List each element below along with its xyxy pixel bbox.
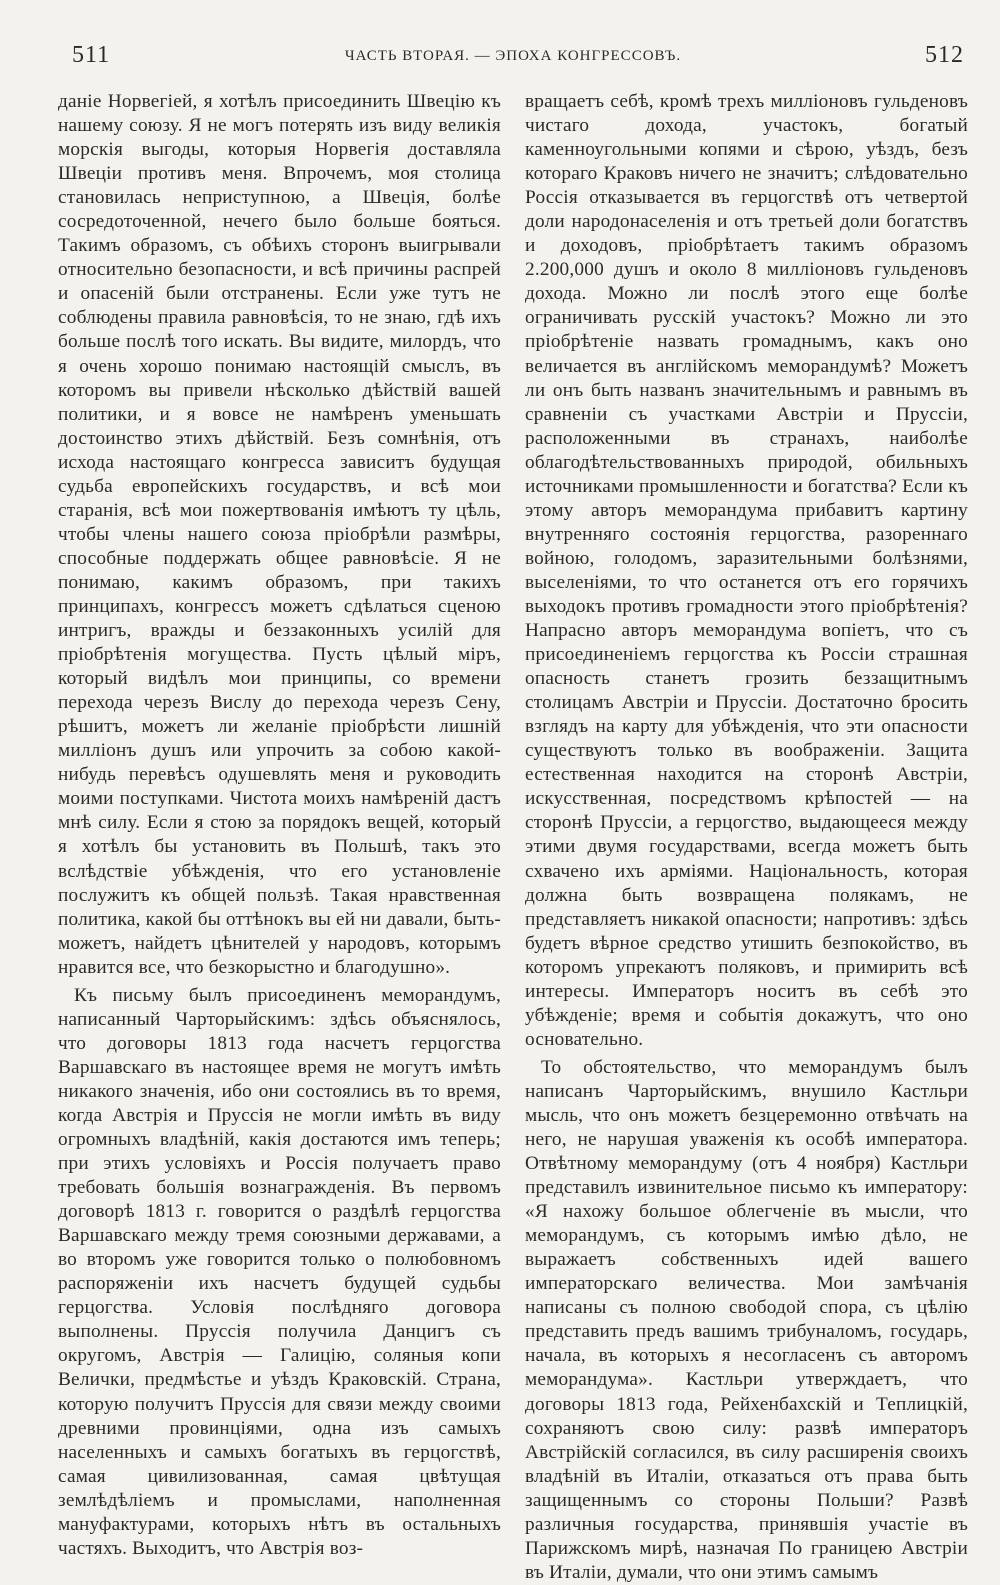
- page-number-left: 511: [72, 42, 111, 68]
- text-columns: [58, 90, 968, 1585]
- right-paragraph-2: То обстоятельство, что меморандумъ былъ написанъ Чарторыйскимъ, внушило Кастльри мысль, что онъ можетъ безцеремонно отвѣчать на него, не нарушая уваженiя къ особѣ императора. Отвѣтному меморандуму (отъ 4 ноября) Кастльри представилъ извинительное письмо къ императору: «Я нахожу большое облегченiе въ мысли, что меморандумъ, съ которымъ имѣю дѣло, не выражаетъ собственныхъ идей вашего императорскаго величества. Мои замѣчанiя написаны съ полною свободой спора, съ цѣлiю представить предъ вашимъ трибуналомъ, государь, начала, въ которыхъ я несогласенъ съ авторомъ меморандума». Кастльри утверждаетъ, что договоры 1813 года, Рейхенбахскiй и Теплицкiй, сохраняютъ свою силу: развѣ императоръ Австрiйскiй согласился, въ силу расширенiя своихъ владѣнiй въ Италiи, отказаться отъ права быть защищеннымъ со стороны Польши? Развѣ различныя государства, принявшiя участiе въ Парижскомъ мирѣ, назначая По границею Австрiи въ Италiи, думали, что они этимъ самымъ: [525, 1056, 968, 1583]
- page-header: [58, 42, 968, 88]
- right-column: [525, 90, 968, 1585]
- running-title: ЧАСТЬ ВТОРАЯ. — ЭПОХА КОНГРЕССОВЪ.: [344, 48, 682, 64]
- left-column: [58, 90, 501, 1585]
- page-number-right: 512: [925, 42, 964, 68]
- left-paragraph-1: данiе Норвегiей, я хотѣлъ присоединить Швецiю къ нашему союзу. Я не могъ потерять изъ виду великiя морскiя выгоды, которыя Норвегiя доставляла Швецiи противъ меня. Впрочемъ, моя столица становилась неприступною, а Швецiя, болѣе сосредоточенной, нечего было больше бояться. Такимъ образомъ, съ обѣихъ сторонъ выигрывали относительно безопасности, и всѣ причины распрей и опасенiй были отстранены. Если уже тутъ не соблюдены правила равновѣсiя, то не знаю, гдѣ ихъ больше послѣ того искать. Вы видите, милордъ, что я очень хорошо понимаю настоящiй смыслъ, въ которомъ вы привели нѣсколько дѣйствiй вашей политики, и я вовсе не намѣренъ уменьшать достоинство этихъ дѣйствiй. Безъ сомнѣнiя, отъ исхода настоящаго конгресса зависитъ будущая судьба европейскихъ государствъ, и всѣ мои старанiя, всѣ мои пожертвованiя имѣютъ ту цѣль, чтобы члены нашего союза прiобрѣли размѣры, способные поддержать общее равновѣсiе. Я не понимаю, какимъ образомъ, при такихъ принципахъ, конгрессъ можетъ сдѣлаться сценою интригъ, вражды и беззаконныхъ усилiй для прiобрѣтенiя могущества. Пусть цѣлый мiръ, который видѣлъ мои принципы, со времени перехода черезъ Вислу до перехода черезъ Сену, рѣшитъ, можетъ ли желанiе прiобрѣсти лишнiй миллiонъ душъ или упрочить за собою какой-нибудь перевѣсъ одушевлять меня и руководить моими поступками. Чистота моихъ намѣренiй дастъ мнѣ силу. Если я стою за порядокъ вещей, который я хотѣлъ бы установить въ Польшѣ, такъ это вслѣдствiе убѣжденiя, что его установленiе послужитъ къ общей пользѣ. Такая нравственная политика, какой бы оттѣнокъ вы ей ни давали, быть-можетъ, найдетъ цѣнителей у народовъ, которымъ нравится все, что безкорыстно и благодушно».: [58, 91, 501, 978]
- left-paragraph-2: Къ письму былъ присоединенъ меморандумъ, написанный Чарторыйскимъ: здѣсь объяснялось, что договоры 1813 года насчетъ герцогства Варшавскаго въ настоящее время не могутъ имѣть никакого значенiя, ибо они состоялись въ то время, когда Австрiя и Пруссiя не могли имѣть въ виду огромныхъ владѣнiй, какiя достаются имъ теперь; при этихъ условiяхъ и Россiя получаетъ право требовать большiя вознагражденiя. Въ первомъ договорѣ 1813 г. говорится о раздѣлѣ герцогства Варшавскаго между тремя союзными державами, а во второмъ уже говорится только о полюбовномъ распоряженiи ихъ насчетъ будущей судьбы герцогства. Условiя послѣдняго договора выполнены. Пруссiя получила Данцигъ съ округомъ, Австрiя — Галицiю, соляныя копи Велички, предмѣстье и уѣздъ Краковскiй. Страна, которую получитъ Пруссiя для связи между своими древними провинцiями, одна изъ самыхъ населенныхъ и самыхъ богатыхъ въ герцогствѣ, самая цивилизованная, самая цвѣтущая землѣдѣлiемъ и промыслами, наполненная мануфактурами, которыхъ нѣтъ въ остальныхъ частяхъ. Выходитъ, что Австрiя воз-: [58, 984, 501, 1559]
- right-paragraph-1: вращаетъ себѣ, кромѣ трехъ миллiоновъ гульденовъ чистаго дохода, участокъ, богатый каменноугольными копями и сѣрою, уѣздъ, безъ котораго Краковъ ничего не значитъ; слѣдовательно Россiя отказывается въ герцогствѣ отъ четвертой доли народонаселенiя и отъ третьей доли богатствъ и доходовъ, прiобрѣтаетъ такимъ образомъ 2.200,000 душъ и около 8 миллiоновъ гульденовъ дохода. Можно ли послѣ этого еще болѣе ограничивать русскiй участокъ? Можно ли это прiобрѣтенiе назвать громаднымъ, какъ оно величается въ англiйскомъ меморандумѣ? Можетъ ли онъ быть названъ значительнымъ и равнымъ въ сравненiи съ участками Австрiи и Пруссiи, расположенными въ странахъ, наиболѣе облагодѣтельствованныхъ природой, обильныхъ источниками промышленности и богатства? Если къ этому авторъ меморандума прибавитъ картину внутренняго состоянiя герцогства, разореннаго войною, голодомъ, заразительными болѣзнями, выселенiями, то что останется отъ его горячихъ выходокъ противъ громадности этого прiобрѣтенiя? Напрасно авторъ меморандума вопiетъ, что съ присоединенiемъ герцогства къ Россiи страшная опасность станетъ грозить беззащитнымъ столицамъ Австрiи и Пруссiи. Достаточно бросить взглядъ на карту для убѣжденiя, что эти опасности существуютъ только въ воображенiи. Защита естественная находится на сторонѣ Австрiи, искусственная, посредствомъ крѣпостей — на сторонѣ Пруссiи, а герцогство, выдающееся между этими двумя государствами, всегда можетъ быть схвачено ихъ армiями. Нацiональность, которая должна быть возвращена полякамъ, не представляетъ никакой опасности; напротивъ: здѣсь будетъ вѣрное средство утишить безпокойство, въ которомъ упрекаютъ поляковъ, и примирить всѣ интересы. Императоръ носитъ въ себѣ это убѣжденiе; время и событiя докажутъ, что оно основательно.: [525, 91, 968, 1050]
